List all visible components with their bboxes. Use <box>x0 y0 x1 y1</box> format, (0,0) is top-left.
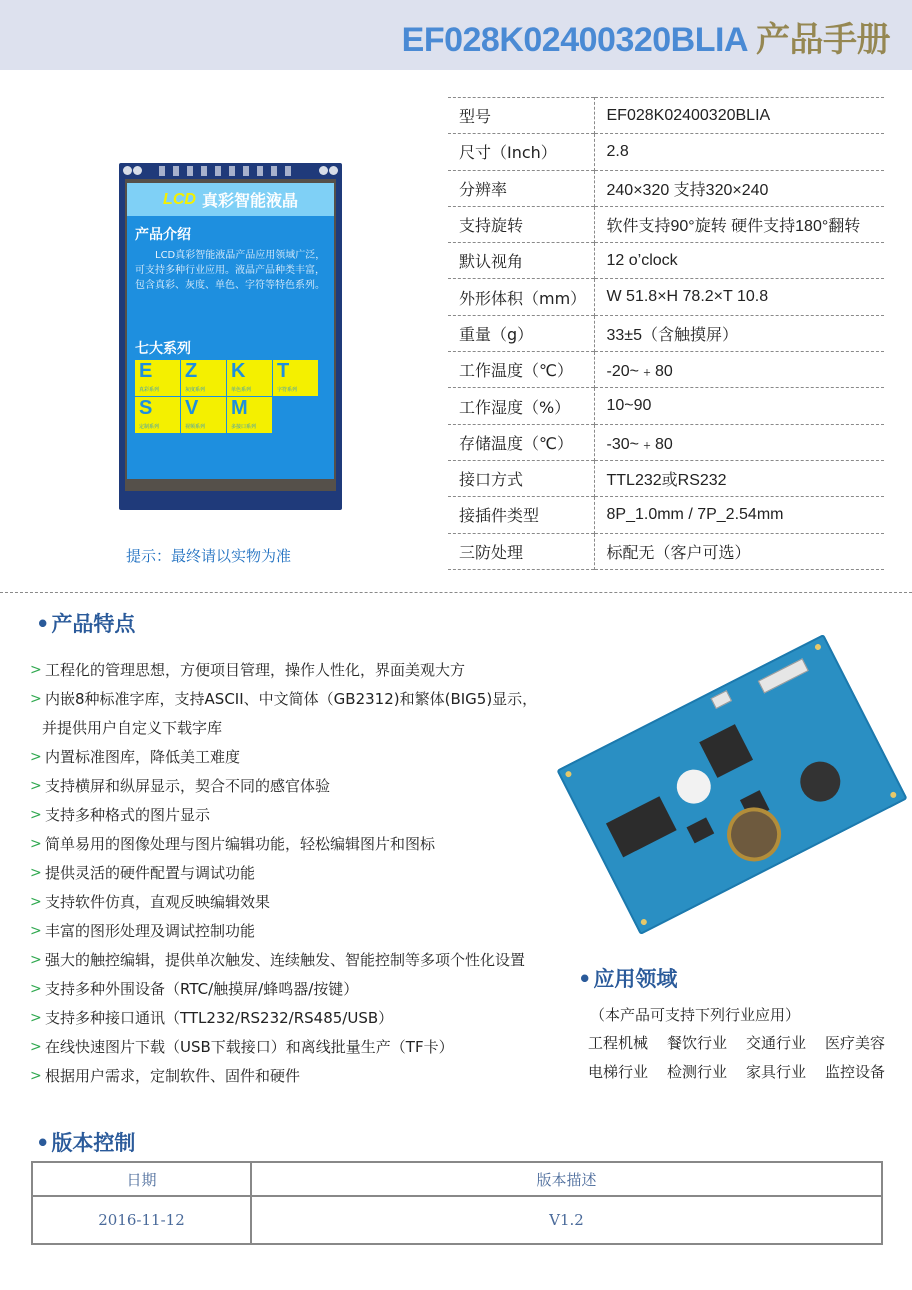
spec-label: 存储温度（℃） <box>448 424 594 460</box>
series-label: 单色系列 <box>231 387 252 393</box>
spec-row <box>448 170 884 206</box>
spec-value: 8P_1.0mm / 7P_2.54mm <box>606 505 784 523</box>
chevron-right-icon: > <box>30 981 42 997</box>
bullet-dot-icon: • <box>36 1131 50 1155</box>
spec-table <box>448 97 884 570</box>
spec-row <box>448 497 884 533</box>
spec-label: 分辨率 <box>448 170 594 206</box>
features-title: 产品特点 <box>51 612 136 636</box>
spec-label: 默认视角 <box>448 243 594 279</box>
series-letter: Z <box>185 360 198 382</box>
feature-text: 简单易用的图像处理与图片编辑功能，轻松编辑图片和图标 <box>45 835 436 853</box>
version-title: 版本控制 <box>51 1131 136 1155</box>
spec-value: 33±5（含触摸屏） <box>606 326 738 344</box>
version-table <box>31 1161 883 1245</box>
spec-row <box>448 243 884 279</box>
application-item: 工程机械 <box>588 1034 649 1052</box>
series-label: 多接口系列 <box>231 424 257 430</box>
feature-text: 丰富的图形处理及调试控制功能 <box>45 922 256 940</box>
feature-text: 并提供用户自定义下载字库 <box>42 719 223 737</box>
spec-value: -20~﹢80 <box>606 363 673 381</box>
chevron-right-icon: > <box>30 1068 42 1084</box>
series-label: 视频系列 <box>185 424 206 430</box>
pcb-board <box>556 634 907 935</box>
mount-pad <box>814 643 822 651</box>
chevron-right-icon: > <box>30 691 42 707</box>
spec-row <box>448 533 884 569</box>
feature-item <box>30 801 570 830</box>
applications-grid <box>588 1032 903 1083</box>
mount-pad <box>640 918 648 926</box>
mount-hole <box>133 166 142 175</box>
spec-label: 三防处理 <box>448 533 594 569</box>
spec-label: 工作湿度（%） <box>448 388 594 424</box>
spec-row <box>448 460 884 496</box>
page-header <box>0 0 912 70</box>
spec-label: 接插件类型 <box>448 497 594 533</box>
lcd-series-heading: 七大系列 <box>135 341 191 357</box>
pin-header <box>159 166 299 176</box>
version-description: V1.2 <box>251 1196 882 1244</box>
lcd-banner-prefix: LCD <box>163 190 196 208</box>
application-item: 家具行业 <box>746 1063 807 1081</box>
feature-item <box>30 888 570 917</box>
feature-text: 根据用户需求，定制软件、固件和硬件 <box>45 1067 301 1085</box>
lcd-intro-text: LCD真彩智能液晶产品应用领域广泛，可支持多种行业应用。液晶产品种类丰富，包含真彩、灰度、单色、字符等特色系列。 <box>135 250 326 291</box>
chevron-right-icon: > <box>30 749 42 765</box>
spec-row <box>448 206 884 242</box>
application-item: 医疗美容 <box>825 1034 886 1052</box>
series-grid <box>135 360 315 433</box>
document-title <box>402 12 890 61</box>
feature-item <box>30 917 570 946</box>
series-label: 真彩系列 <box>139 387 160 393</box>
feature-text: 支持多种外围设备（RTC/触摸屏/蜂鸣器/按键） <box>45 980 359 998</box>
column-header-date: 日期 <box>32 1162 251 1196</box>
feature-text: 支持多种接口通讯（TTL232/RS232/RS485/USB） <box>45 1009 394 1027</box>
chevron-right-icon: > <box>30 807 42 823</box>
lcd-banner <box>127 183 334 216</box>
version-row <box>32 1196 882 1244</box>
chevron-right-icon: > <box>30 1039 42 1055</box>
ic-chip <box>686 817 714 843</box>
chevron-right-icon: > <box>30 836 42 852</box>
chevron-right-icon: > <box>30 894 42 910</box>
fpc-connector <box>758 658 809 693</box>
spec-label: 支持旋转 <box>448 206 594 242</box>
feature-item <box>30 975 570 1004</box>
series-letter: M <box>231 397 248 419</box>
feature-text: 内嵌8种标准字库，支持ASCII、中文简体（GB2312)和繁体(BIG5)显示， <box>45 690 538 708</box>
mount-hole <box>123 166 132 175</box>
mount-pad <box>564 770 572 778</box>
feature-text: 提供灵活的硬件配置与调试功能 <box>45 864 256 882</box>
spec-value: TTL232或RS232 <box>606 472 727 490</box>
series-cell <box>227 397 272 433</box>
chevron-right-icon: > <box>30 1010 42 1026</box>
series-letter: V <box>185 397 199 419</box>
feature-item <box>30 830 570 859</box>
feature-item <box>30 685 570 714</box>
series-label: 灰度系列 <box>185 387 206 393</box>
section-divider <box>0 592 912 593</box>
lcd-intro-heading: 产品介绍 <box>135 227 191 243</box>
lcd-product-image <box>119 163 342 510</box>
feature-text: 工程化的管理思想，方便项目管理，操作人性化，界面美观大方 <box>45 661 466 679</box>
application-item: 餐饮行业 <box>667 1034 728 1052</box>
mount-hole <box>319 166 328 175</box>
applications-note: （本产品可支持下列行业应用） <box>590 1006 801 1024</box>
spec-value: W 51.8×H 78.2×T 10.8 <box>606 288 769 306</box>
feature-item-continuation <box>30 714 570 743</box>
feature-text: 强大的触控编辑，提供单次触发、连续触发、智能控制等多项个性化设置 <box>45 951 526 969</box>
chevron-right-icon: > <box>30 778 42 794</box>
spec-row <box>448 315 884 351</box>
version-date: 2016-11-12 <box>32 1196 251 1244</box>
application-item: 检测行业 <box>667 1063 728 1081</box>
spec-value: 12 o’clock <box>606 251 678 269</box>
series-cell <box>273 360 318 396</box>
spec-row <box>448 279 884 315</box>
feature-text: 支持多种格式的图片显示 <box>45 806 211 824</box>
version-header-row <box>32 1162 882 1196</box>
chevron-right-icon: > <box>30 923 42 939</box>
flash-chip <box>606 796 677 857</box>
spec-value: 240×320 支持320×240 <box>606 181 769 199</box>
image-disclaimer: 提示：最终请以实物为准 <box>126 547 292 565</box>
spec-row <box>448 388 884 424</box>
spec-label: 型号 <box>448 98 594 134</box>
chevron-right-icon: > <box>30 865 42 881</box>
feature-item <box>30 859 570 888</box>
series-cell <box>181 397 226 433</box>
feature-list <box>30 656 570 1091</box>
feature-item <box>30 656 570 685</box>
feature-item <box>30 772 570 801</box>
mount-pad <box>889 791 897 799</box>
series-letter: T <box>277 360 290 382</box>
applications-heading <box>578 963 677 993</box>
application-item: 交通行业 <box>746 1034 807 1052</box>
series-letter: S <box>139 397 153 419</box>
column-header-description: 版本描述 <box>251 1162 882 1196</box>
feature-text: 在线快速图片下载（USB下载接口）和离线批量生产（TF卡） <box>45 1038 454 1056</box>
series-cell <box>181 360 226 396</box>
series-label: 字符系列 <box>277 387 298 393</box>
bullet-dot-icon: • <box>36 612 50 636</box>
feature-text: 支持横屏和纵屏显示，契合不同的感官体验 <box>45 777 331 795</box>
feature-text: 支持软件仿真，直观反映编辑效果 <box>45 893 271 911</box>
feature-item <box>30 946 570 975</box>
buzzer <box>793 755 847 809</box>
spec-value: EF028K02400320BLIA <box>606 106 771 124</box>
bullet-dot-icon: • <box>578 967 592 991</box>
spec-value: 2.8 <box>606 142 629 160</box>
application-item: 电梯行业 <box>588 1063 649 1081</box>
spec-row <box>448 98 884 134</box>
mcu-chip <box>699 724 753 778</box>
mount-hole <box>329 166 338 175</box>
spec-label: 外形体积（mm） <box>448 279 594 315</box>
application-item: 监控设备 <box>825 1063 886 1081</box>
spec-label: 工作温度（℃） <box>448 352 594 388</box>
feature-text: 内置标准图库，降低美工难度 <box>45 748 241 766</box>
series-letter: K <box>231 360 246 382</box>
features-heading <box>36 608 135 638</box>
feature-item <box>30 1062 570 1091</box>
feature-item <box>30 1004 570 1033</box>
applications-title: 应用领域 <box>593 967 678 991</box>
spec-value: -30~﹢80 <box>606 435 673 453</box>
spec-label: 重量（g） <box>448 315 594 351</box>
spec-label: 尺寸（Inch） <box>448 134 594 170</box>
lcd-screen <box>127 183 334 479</box>
version-heading <box>36 1127 135 1157</box>
spec-row <box>448 134 884 170</box>
lcd-banner-text: 真彩智能液晶 <box>201 191 298 210</box>
series-letter: E <box>139 360 153 382</box>
chevron-right-icon: > <box>30 662 42 678</box>
usb-connector <box>711 690 732 709</box>
manual-label: 产品手册 <box>756 20 890 60</box>
spec-value: 软件支持90°旋转 硬件支持180°翻转 <box>606 218 861 236</box>
spec-row <box>448 424 884 460</box>
series-cell <box>227 360 272 396</box>
series-cell <box>135 360 180 396</box>
battery-holder <box>718 798 791 871</box>
spec-row <box>448 352 884 388</box>
series-cell <box>135 397 180 433</box>
spec-label: 接口方式 <box>448 460 594 496</box>
feature-item <box>30 1033 570 1062</box>
spec-value: 标配无（客户可选） <box>606 544 751 562</box>
spec-value: 10~90 <box>606 397 652 415</box>
chevron-right-icon: > <box>30 952 42 968</box>
series-label: 定制系列 <box>139 424 160 430</box>
feature-item <box>30 743 570 772</box>
pcb-board-image <box>552 632 912 922</box>
model-number: EF028K02400320BLIA <box>401 21 748 59</box>
qc-sticker <box>671 764 717 810</box>
